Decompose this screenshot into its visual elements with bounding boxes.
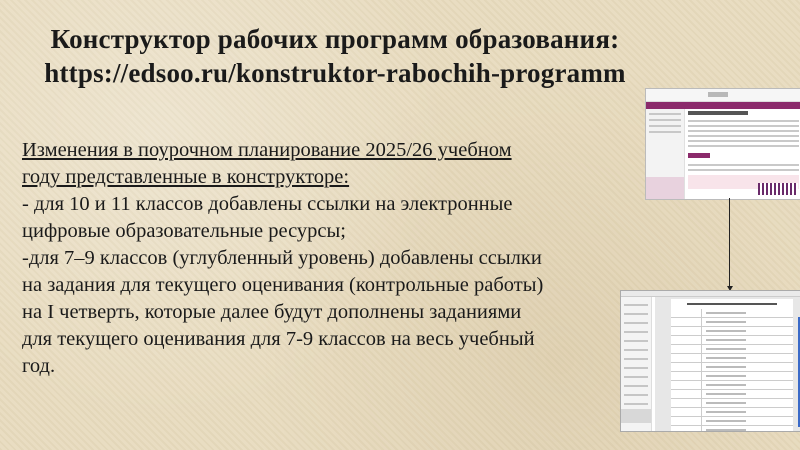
item2-line-5: год. [22,355,56,377]
item2-line-2: на задания для текущего оценивания (контрольные работы) [22,274,544,296]
site-sidebar [646,109,685,199]
item2-line-1: -для 7–9 классов (углубленный уровень) добавлены ссылки [22,247,542,269]
site-sidebar-highlight [646,177,684,200]
website-screenshot [645,88,800,200]
doc-sidebar-highlight [621,409,651,423]
site-main [688,111,799,199]
item2-line-3: на I четверть, которые далее будут дополнены заданиями [22,301,522,323]
item1-line-2: цифровые образовательные ресурсы; [22,220,346,242]
site-button [688,153,710,158]
changes-heading-line-1: Изменения в поурочном планирование 2025/26 учебном [22,139,512,161]
slide-title [0,22,670,90]
item1-line-1: - для 10 и 11 классов добавлены ссылки на электронные [22,193,513,215]
barcode-graphic [758,183,798,195]
title-url: https://edsoo.ru/konstruktor-rabochih-programm [44,58,626,88]
site-logo [708,92,728,97]
slide-body [22,137,622,380]
title-line-1: Конструктор рабочих программ образования: [50,24,620,54]
doc-page [671,299,793,431]
connector-line [729,198,730,286]
doc-viewer [655,297,800,431]
site-nav-bar [646,102,800,109]
doc-sidebar [621,297,652,431]
item2-line-4: для текущего оценивания для 7-9 классов на весь учебный [22,328,535,350]
document-screenshot [620,290,800,432]
changes-heading-line-2: году представленные в конструкторе: [22,166,350,188]
site-header [646,89,800,102]
